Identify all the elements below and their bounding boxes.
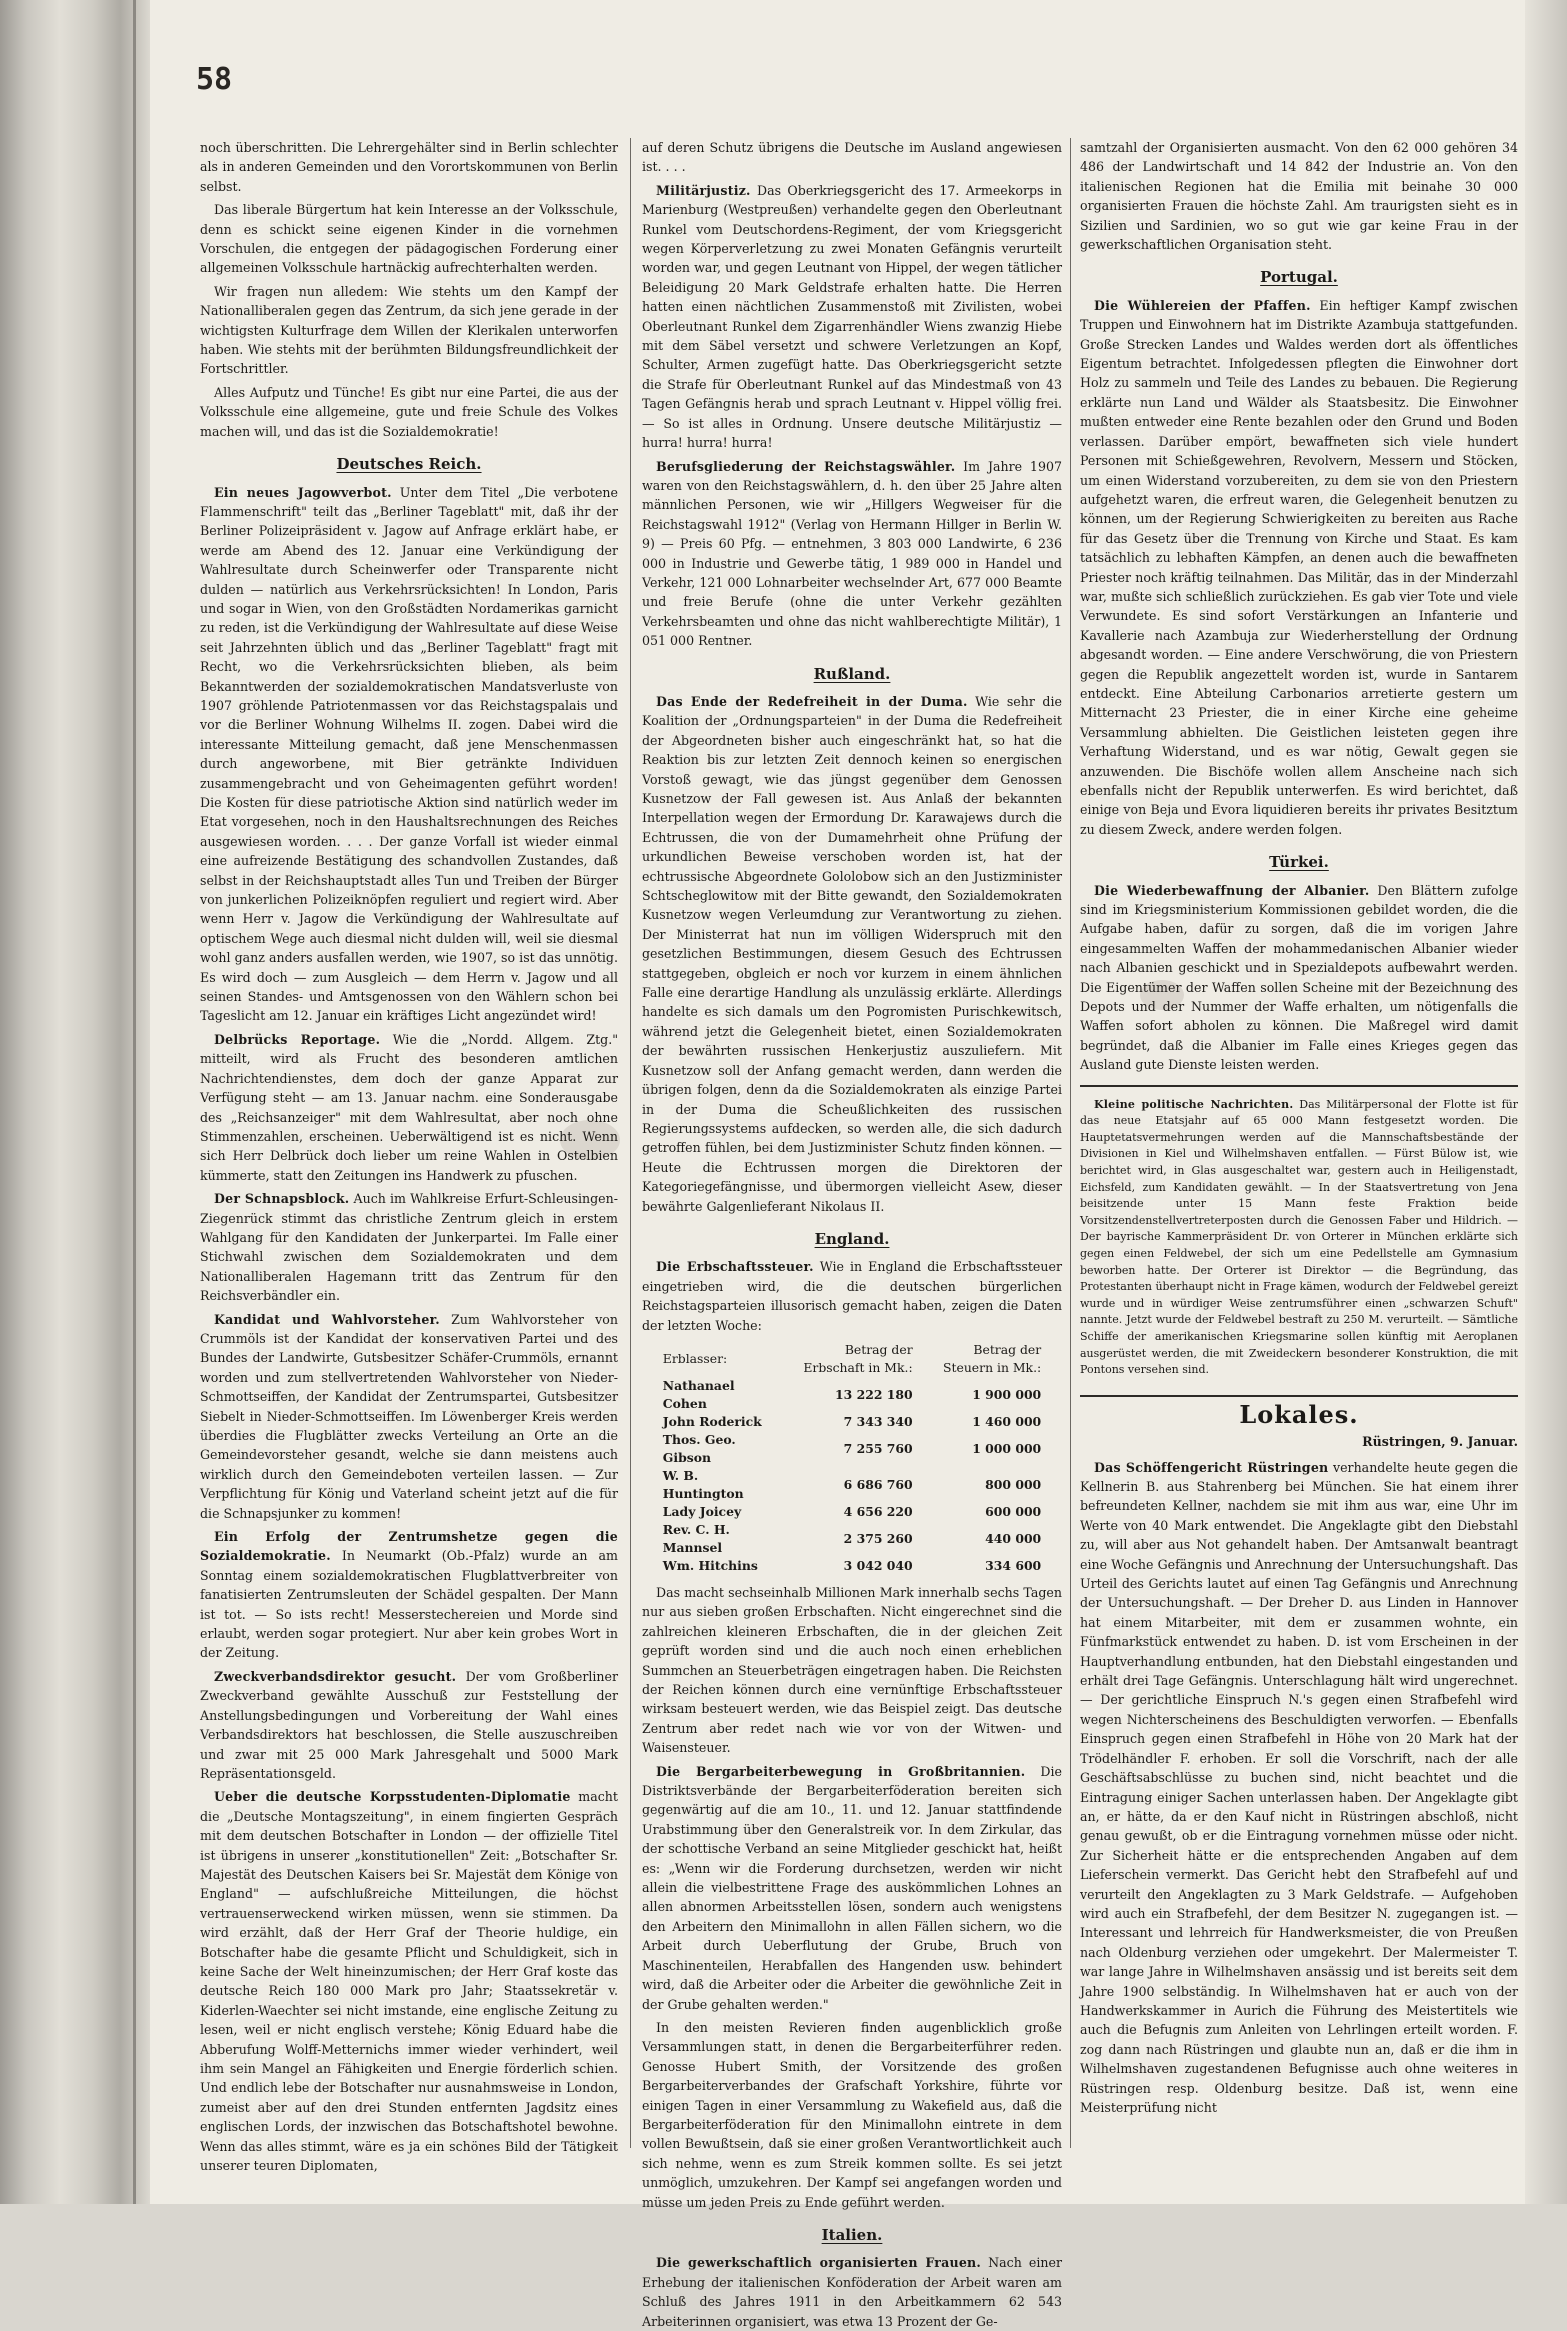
table-row xyxy=(659,1431,1045,1467)
article-text: macht die „Deutsche Montagszeitung", in einem fingierten Gespräch mit dem deutschen Botschafter in London — der offizielle Titel ist übrigens in unserer „konstitutionellen" Zeit: „Botschafter Sr. Majestät des Deutschen Kaisers bei Sr. Majestät dem Könige von England" — aufschlußreiche Mitteilungen, die höchst vertrauenserweckend wirken müssen, wenn sie stimmen. Da wird erzählt, daß der Herr Graf der Theorie huldige, ein Botschafter habe die gesamte Pflicht und Schuldigkeit, sich in keine Sache der Welt hineinzumischen; der Herr Graf koste das deutsche Reich 180 000 Mark pro Jahr; Staatssekretär v. Kiderlen-Waechter sei nicht imstande, eine englische Zeitung zu lesen, weil er nicht englisch verstehe; König Eduard habe die Abberufung Wolff-Metternichs immer wieder verhindert, weil ihm sein Mangel an Fähigkeiten und Energie förderlich schien. Und endlich lebe der Botschafter nur ausnahmsweise in London, zumeist aber auf den drei Stunden entfernten Jagdsitz eines englischen Lords, der inzwischen das Botschaftshotel bewohne. Wenn das alles stimmt, wäre es ja ein schönes Bild der Tätigkeit unserer teuren Diplomaten, xyxy=(200,1789,618,2174)
article xyxy=(642,181,1062,453)
article xyxy=(1080,1458,1518,2118)
column-3 xyxy=(1080,138,1518,2138)
article-lead: Ueber die deutsche Korpsstudenten-Diplomatie xyxy=(214,1789,571,1805)
article-text: Wie die „Nordd. Allgem. Ztg." mitteilt, wird als Frucht des besonderen amtlichen Nachrichtendienstes, dem doch der ganze Apparat zur Verfügung steht — am 13. Januar nachm. eine Sonderausgabe des „Reichsanzeiger" mit dem Wahlresultat, aber noch ohne Stimmenzahlen, erscheinen. Ueberwältigend ist es nicht. Wenn sich Herr Delbrück doch lieber um reine Wahlen in Ostelbien kümmerte, statt den Zeitungen ins Handwerk zu pfuschen. xyxy=(200,1031,619,1183)
table-cell: 334 600 xyxy=(985,1557,1042,1573)
table-cell: Thos. Geo. Gibson xyxy=(662,1431,736,1465)
article-lead: Berufsgliederung der Reichstagswähler. xyxy=(656,458,956,474)
paragraph: Das liberale Bürgertum hat kein Interesse an der Volksschule, denn es schickt seine eigenen Kinder in die vornehmen Vorschulen, die entgegen der pädagogischen Forderung einer allgemeinen Volksschule hartnäckig aufrechterhalten werden. xyxy=(200,202,618,276)
paragraph: Das macht sechseinhalb Millionen Mark innerhalb sechs Tagen nur aus sieben großen Erbschaften. Nicht eingerechnet sind die zahlreichen kleineren Erbschaften, die in der gleichen Zeit geprüft worden sind und die auch noch einen erheblichen Summchen an Steuerbeträgen eingetragen haben. Die Reichsten der Reichen können durch eine vernünftige Erbschaftssteuer wirksam besteuert werden, wie das Beispiel zeigt. Das deutsche Zentrum aber redet nach wie vor von der Witwen- und Waisensteuer. xyxy=(642,1584,1062,1756)
article-lead: Die Wiederbewaffnung der Albanier. xyxy=(1094,882,1370,898)
table-cell: 7 255 760 xyxy=(843,1440,913,1456)
paragraph: auf deren Schutz übrigens die Deutsche im Ausland angewiesen ist. . . . xyxy=(642,140,1062,175)
article-text: Das Militärpersonal der Flotte ist für das neue Etatsjahr auf 65 000 Mann festgesetzt worden. Die Hauptetatsvermehrungen werden auf die Mannschaftsbestände der Divisionen in Kiel und Wilhelmshaven entfallen. — Fürst Bülow ist, wie berichtet wird, in Glas ausgeschaltet war, gestern auch in Heiligenstadt, Eichsfeld, zum Kandidaten gewählt. — In der Staatsvertretung von Jena beisitzende unter 15 Mann feste Fraktion beide Vorsitzendenstellvertreterposten durch die Genossen Faber und Hildrich. — Der bayrische Kammerpräsident Dr. von Orterer in München erklärte sich gegen einen Feldwebel, der sich um eine Pedellstelle am Gymnasium beworben hatte. Der Orterer ist Direktor — die Begründung, das Protestanten überhaupt nicht in Frage kämen, wodurch der Feldwebel gereizt wurde und in würdiger Weise zentrumsführer einen „schwarzen Schuft" nannte. Jetzt wurde der Feldwebel bestraft zu 250 M. verurteilt. — Sämtliche Schiffe der amerikanischen Kriegsmarine sollen künftig mit Aeroplanen ausgerüstet werden, die mit Zweideckern besonderer Konstruktion, die mit Pontons versehen sind. xyxy=(1080,1097,1518,1377)
section-heading: Türkei. xyxy=(1269,853,1329,872)
article-lead: Die Bergarbeiterbewegung in Großbritannien. xyxy=(656,1763,1026,1779)
article-lead: Die Wühlereien der Pfaffen. xyxy=(1094,297,1311,313)
article-lead: Das Schöffengericht Rüstringen xyxy=(1094,1459,1329,1475)
dateline: Rüstringen, 9. Januar. xyxy=(1362,1434,1518,1450)
article xyxy=(200,1030,618,1185)
article xyxy=(200,1527,618,1663)
article xyxy=(1080,881,1518,1075)
column-header: Betrag der Erbschaft in Mk.: xyxy=(803,1341,913,1375)
article-columns xyxy=(200,138,1518,2329)
article-text: Wie sehr die Koalition der „Ordnungsparteien" in der Duma die Redefreiheit der Abgeordneten bisher auch eingeschränkt hat, so hat die Reaktion bis zur letzten Zeit dennoch keinen so energischen Vorstoß gewagt, wie das jüngst gegenüber dem Genossen Kusnetzow der Fall gewesen ist. Aus Anlaß der bekannten Interpellation wegen der Ermordung Dr. Karawajews durch die Echtrussen, die von der Dumamehrheit ohne Prüfung der urkundlichen Beweise verschoben worden ist, hat der echtrussische Abgeordnete Gololobow sich an den Justizminister Schtscheglowitow mit der Bitte gewandt, den Sozialdemokraten Kusnetzow wegen Verleumdung zur Verantwortung zu ziehen. Der Ministerrat hat nun im völligen Widerspruch mit den gesetzlichen Bestimmungen, diesem Gesuch des Echtrussen stattgegeben, obgleich er noch vor kurzem in einem ähnlichen Falle eine derartige Handlung als unzulässig erklärte. Allerdings handelte es sich damals um den Pogromisten Purischkewitsch, während jetzt die Gelegenheit bietet, einen Sozialdemokraten der bewährten russischen Henkerjustiz auszuliefern. Mit Kusnetzow soll der Anfang gemacht werden, dann werden die übrigen folgen, denn da die Sozialdemokraten als einzige Partei in der Duma die Scheußlichkeiten des russischen Regierungssystems aufdecken, so werden alle, die sich dadurch getroffen fühlen, bei dem Justizminister Schutz finden können. — Heute die Echtrussen morgen die Direktoren der Kategoriegefängnisse, und übermorgen vielleicht Asew, dieser bewährte Galgenlieferant Nikolaus II. xyxy=(642,693,1062,1214)
table-cell: 3 042 040 xyxy=(843,1557,913,1573)
page-edge xyxy=(1525,0,1567,2204)
book-binding xyxy=(0,0,150,2204)
article-text: Auch im Wahlkreise Erfurt-Schleusingen-Ziegenrück stimmt das christliche Zentrum gleich in erstem Wahlgang für den Kandidaten der Junkerpartei. Im Falle einer Stichwahl zwischen dem Sozialdemokraten und dem Nationalliberalen Hagemann tritt das Zentrum für den Reichsverbändler ein. xyxy=(200,1191,618,1304)
table-body xyxy=(659,1377,1045,1575)
column-header: Betrag der Steuern in Mk.: xyxy=(943,1341,1042,1375)
article-text: Der vom Großberliner Zweckverband gewählte Ausschuß zur Feststellung der Anstellungsbedingungen und Vorbereitung der Wahl eines Verbandsdirektors hat beschlossen, die Stelle auszuschreiben und zwar mit 25 000 Mark Jahresgehalt und 5000 Mark Repräsentationsgeld. xyxy=(200,1668,618,1781)
article-lead: Der Schnapsblock. xyxy=(214,1191,350,1207)
article-text: verhandelte heute gegen die Kellnerin B. aus Stahrenberg bei München. Sie hat einem ihrer befreundeten Kellner, nachdem sie mit ihm aus war, eine Uhr im Werte von 40 Mark entwendet. Die Angeklagte gibt den Diebstahl zu, will aber aus Not gehandelt haben. Der Amtsanwalt beantragt eine Woche Gefängnis und Anrechnung der Untersuchungshaft. Das Urteil des Gerichts lautet auf einen Tag Gefängnis und Anrechnung der Untersuchungshaft. — Der Dreher D. aus Linden in Hannover hat einem Mitarbeiter, mit dem er zusammen wohnte, ein Fünfmarkstück entwendet zu haben. D. ist vom Erscheinen in der Hauptverhandlung entbunden, hat den Diebstahl eingestanden und erhält drei Tage Gefängnis. Unterschlagung hält wird ungerechnet. — Der gerichtliche Einspruch N.'s gegen einen Strafbefehl wird wegen Nichterscheinens des Beschuldigten verworfen. — Ebenfalls Einspruch gegen einen Strafbefehl in Höhe von 20 Mark hat der Trödelhändler F. erhoben. Er soll die Vorschrift, nach der alle Geschäftsabschlüsse zu buchen sind, nicht beachtet und die Eintragung einiger Sachen unterlassen haben. Der Angeklagte gibt an, er hätte, da er den Kauf nicht in Rüstringen abschloß, nicht genau gewußt, ob er die Eintragung vornehmen müsse oder nicht. Zur Sicherheit hätte er die entsprechenden Angaben auf dem Lieferschein vermerkt. Das Gericht hebt den Strafbefehl auf und verurteilt den Angeklagten zu 3 Mark Geldstrafe. — Aufgehoben wird auch ein Strafbefehl, der dem Besitzer N. zugegangen ist. — Interessant und lehrreich für Handwerksmeister, die von Preußen nach Oldenburg verziehen oder umgekehrt. Der Malermeister T. war lange Jahre in Wilhelmshaven ansässig und ist bereits seit dem Jahre 1900 selbständig. In Wilhelmshaven hat er auch von der Handwerkskammer in Aurich die Führung des Meistertitels wie auch die Befugnis zum Anleiten von Lehrlingen erteilt worden. F. zog dann nach Rüstringen und glaubte nun an, daß er die ihm in Wilhelmshaven zugestandenen Befugnisse auch ohne weiteres in Rüstringen resp. Oldenburg besitze. Daß ist, wenn eine Meisterprüfung nicht xyxy=(1080,1459,1518,2115)
inheritance-tax-table xyxy=(659,1341,1045,1575)
table-cell: Nathanael Cohen xyxy=(662,1377,735,1411)
table-cell: W. B. Huntington xyxy=(662,1467,744,1501)
article-lead: Kandidat und Wahlvorsteher. xyxy=(214,1311,440,1327)
article xyxy=(200,1787,618,2175)
paragraph: noch überschritten. Die Lehrergehälter sind in Berlin schlechter als in anderen Gemeinden und den Vorortskommunen von Berlin selbst. xyxy=(200,140,618,194)
table-cell: Lady Joicey xyxy=(662,1503,742,1519)
article xyxy=(200,1667,618,1783)
article-text: Ein heftiger Kampf zwischen Truppen und Einwohnern hat im Distrikte Azambuja stattgefunden. Große Strecken Landes und Waldes werden dort als öffentliches Eigentum betrachtet. Infolgedessen pflegten die Einwohner dort Holz zu sammeln und Teile des Landes zu bebauen. Die Regierung erklärte nun Land und Wälder als Staatsbesitz. Die Einwohner mußten entweder eine Rente bezahlen oder den Grund und Boden verlassen. Darüber empört, bewaffneten sich viele hundert Personen mit Schießgewehren, Revolvern, Messern und Stöcken, um einen Widerstand vorzubereiten, zu dem sie von den Priestern aufgehetzt waren, die erfreut waren, die Gelegenheit benutzen zu können, um der Regierung Schwierigkeiten zu bereiten aus Rache für das Gesetz über die Trennung von Kirche und Staat. Es kam tatsächlich zu lebhaften Kämpfen, an denen auch die bewaffneten Priester noch kräftig teilnahmen. Das Militär, das in der Minderzahl war, mußte sich schließlich zurückziehen. Es gab vier Tote und viele Verwundete. Es sind sofort Verstärkungen an Infanterie und Kavallerie nach Azambuja zur Wiederherstellung der Ordnung abgesandt worden. — Eine andere Verschwörung, die von Priestern gegen die Republik angezettelt worden ist, wurde in Santarem entdeckt. Eine Abteilung Carbonarios arretierte gestern um Mitternacht 23 Priester, die in einer Kirche eine geheime Versammlung abhielten. Die Geistlichen leisteten gegen ihre Verhaftung Widerstand, und es war nötig, Gewalt gegen sie anzuwenden. Die Bischöfe wollen allem Anscheine nach sich ebenfalls nicht der Republik unterwerfen. Es wird berichtet, daß einige von Beja und Evora liquidieren bereits ihr privates Besitztum zu diesem Zweck, andere werden folgen. xyxy=(1080,297,1518,837)
article xyxy=(1080,1097,1518,1379)
table-row xyxy=(659,1377,1045,1413)
table-cell: 6 686 760 xyxy=(843,1476,913,1492)
page-number: 58 xyxy=(196,62,233,97)
column-1 xyxy=(200,138,619,2174)
table-cell: 440 000 xyxy=(985,1530,1042,1546)
article-text: Nach einer Erhebung der italienischen Konföderation der Arbeit waren am Schluß des Jahres 1911 in den Arbeitkammern 62 543 Arbeiterinnen organisiert, was etwa 13 Prozent der Ge- xyxy=(642,2255,1062,2329)
table-row xyxy=(659,1521,1045,1557)
section-heading: Italien. xyxy=(821,2225,883,2244)
article xyxy=(200,1189,618,1305)
article xyxy=(642,457,1062,651)
column-header: Erblasser: xyxy=(662,1350,728,1366)
article-text: Im Jahre 1907 waren von den Reichstagswählern, d. h. den über 25 Jahre alten männlichen Personen, wie wir „Hillgers Wegweiser für die Reichstagswahl 1912" (Verlag von Hermann Hillger in Berlin W. 9) — Preis 60 Pfg. — entnehmen, 3 803 000 Landwirte, 6 236 000 in Industrie und Gewerbe tätig, 1 989 000 in Handel und Verkehr, 121 000 Lohnarbeiter wechselnder Art, 677 000 Beamte und freie Berufe (ohne die unter Verkehr gezählten Verkehrsbeamten und ohne das nicht wahlberechtigte Militär), 1 051 000 Rentner. xyxy=(642,458,1062,649)
article-lead: Zweckverbandsdirektor gesucht. xyxy=(214,1668,457,1684)
paragraph: In den meisten Revieren finden augenblicklich große Versammlungen statt, in denen die Bergarbeiterführer reden. Genosse Hubert Smith, der Vorsitzende des großen Bergarbeiterverbandes der Grafschaft Yorkshire, führte vor einigen Tagen in einer Versammlung zu Wakefield aus, daß die Bergarbeiterföderation für den Minimallohn eintrete in dem vollen Bewußtsein, daß sie einer großen Verantwortlichkeit auch sich nehme, wenn es zum Streik kommen sollte. Es sei jetzt unmöglich, umzukehren. Der Kampf sei angefangen worden und müsse um jeden Preis zu Ende geführt werden. xyxy=(642,2019,1062,2210)
table-cell: Wm. Hitchins xyxy=(662,1557,758,1573)
article-text: In Neumarkt (Ob.-Pfalz) wurde an am Sonntag einem sozialdemokratischen Flugblattverbreiter von fanatisierten Zentrumsleuten der Schädel gespalten. Der Mann ist tot. — So ists recht! Messerstechereien und Morde sind erlaubt, werden sogar protegiert. Nur aber kein grobes Wort in der Zeitung. xyxy=(200,1548,618,1661)
table-cell: 1 460 000 xyxy=(972,1413,1042,1429)
table-row xyxy=(659,1503,1045,1521)
table-cell: 600 000 xyxy=(985,1503,1042,1519)
article xyxy=(642,2253,1062,2331)
paragraph: Alles Aufputz und Tünche! Es gibt nur eine Partei, die aus der Volksschule eine allgemeine, gute und freie Schule des Volkes machen will, und das ist die Sozialdemokratie! xyxy=(200,384,618,439)
table-cell: Rev. C. H. Mannsel xyxy=(662,1521,730,1555)
column-2 xyxy=(642,138,1062,2329)
table-cell: 7 343 340 xyxy=(843,1413,913,1429)
article-text: Unter dem Titel „Die verbotene Flammenschrift" teilt das „Berliner Tageblatt" mit, daß ihr der Berliner Polizeipräsident v. Jagow auf Anfrage erklärt habe, er werde am Abend des 12. Januar eine Verkündigung der Wahlresultate durch Scheinwerfer oder Transparente nicht dulden — natürlich aus Verkehrsrücksichten! In London, Paris und sogar in Wien, von den Großstädten Nordamerikas garnicht zu reden, ist die Verkündigung der Wahlresultate auf diese Weise seit Jahrzehnten üblich und das „Berliner Tageblatt" fragt mit Recht, wo die Verkehrsrücksichten blieben, als beim Bekanntwerden der sozialdemokratischen Mandatsverluste von 1907 gröhlende Patriotenmassen vor das Reichstagspalais und vor die Berliner Wohnung Wilhelms II. zogen. Dabei wird die interessante Mitteilung gemacht, daß jene Menschenmassen durch angeworbene, mit Bier getränkte Individuen zusammengebracht und von Geheimagenten geführt worden! Die Kosten für diese patriotische Aktion sind natürlich weder im Etat vorgesehen, noch in den Haushaltsrechnungen des Reiches ausgewiesen worden. . . . Der ganze Vorfall ist wieder einmal eine aufreizende Bestätigung des schandvollen Zustandes, daß selbst in der Reichshauptstadt alles Tun und Treiben der Bürger von junkerlichen Polizeiknöpfen reguliert und regiert wird. Aber wenn Herr v. Jagow die Verkündigung der Wahlresultate auf optischem Wege auch diesmal nicht dulden will, weil sie diesmal wohl ganz anders ausfallen werden, wie 1907, so ist das unnötig. Es wird doch — zum Ausgleich — dem Herrn v. Jagow und all seinen Standes- und Amtsgenossen von den Wählern schon bei Tageslicht am 12. Januar ein kräftiges Licht angezündet wird! xyxy=(200,484,618,1024)
article xyxy=(642,692,1062,1216)
article-text: Wie in England die Erbschaftssteuer eingetrieben wird, die die deutschen bürgerlichen Reichstagsparteien illusorisch gemacht haben, zeigen die Daten der letzten Woche: xyxy=(642,1259,1062,1333)
table-cell: 2 375 260 xyxy=(843,1530,913,1546)
article-text: Die Distriktsverbände der Bergarbeiterföderation bereiten sich gegenwärtig auf die am 10., 11. und 12. Januar stattfindende Urabstimmung über den Generalstreik vor. In dem Zirkular, das der schottische Verband an seine Mitglieder geschickt hat, heißt es: „Wenn wir die Forderung durchsetzen, werden wir nicht allein die vielbestrittene Frage des auskömmlichen Lohnes an allen abnormen Arbeitsstellen lösen, sondern auch wenigstens den Arbeitern den Minimallohn in allen Fällen sichern, wo die Arbeit durch Ueberflutung der Grube, Bruch von Maschinenteilen, Herabfallen des Hangenden usw. behindert wird, daß die Arbeiter oder die Arbeiter die gewöhnliche Zeit in der Grube gehalten werden." xyxy=(642,1763,1062,2012)
article-lead: Kleine politische Nachrichten. xyxy=(1094,1097,1294,1111)
article-lead: Ein Erfolg der Zentrumshetze gegen die Sozialdemokratie. xyxy=(200,1529,618,1564)
table-cell: 13 222 180 xyxy=(835,1386,913,1402)
table-cell: 1 000 000 xyxy=(972,1440,1042,1456)
table-row xyxy=(659,1467,1045,1503)
section-heading: England. xyxy=(814,1229,890,1248)
article xyxy=(1080,296,1518,839)
section-heading: Deutsches Reich. xyxy=(336,455,482,474)
table-cell: John Roderick xyxy=(662,1413,762,1429)
article-text: Den Blättern zufolge sind im Kriegsministerium Kommissionen gebildet worden, die die Aufgabe haben, dafür zu sorgen, daß die im vorigen Jahre eingesammelten Waffen der mohammedanischen Albanier wieder nach Albanien geschickt und in Spezialdepots aufbewahrt werden. Die Eigentümer der Waffen sollen Scheine mit der Bezeichnung des Depots und der Nummer der Waffe erhalten, um nötigenfalls die Waffen sofort abholen zu können. Die Maßregel wird damit begründet, daß die Albanier im Falle eines Krieges gegen das Ausland gute Dienste leisten werden. xyxy=(1080,882,1518,1073)
table-cell: 4 656 220 xyxy=(843,1503,913,1519)
article xyxy=(200,483,618,1026)
article-lead: Die Erbschaftssteuer. xyxy=(656,1259,814,1275)
section-heading: Portugal. xyxy=(1260,268,1338,287)
table-header-row xyxy=(659,1341,1045,1377)
article xyxy=(642,1257,1062,1335)
section-heading-local: Lokales. xyxy=(1080,1395,1518,1424)
article xyxy=(642,1762,1062,2014)
table-row xyxy=(659,1413,1045,1431)
column-rule xyxy=(1070,138,1071,2148)
divider xyxy=(1080,1085,1518,1087)
article-text: Zum Wahlvorsteher von Crummöls ist der Kandidat der konservativen Partei und des Bundes der Landwirte, Gutsbesitzer Schäfer-Crummöls, ernannt worden und zum stellvertretenden Wahlvorsteher von Nieder-Schmottseiffen, der Kandidat der Zentrumspartei, Gutsbesitzer Siebelt in Nieder-Schmottseiffen. Im Löwenberger Kreis werden überdies die Flugblätter zwecks Verteilung an Orte an die Gemeindevorsteher gesandt, welche sie dann meistens auch wirklich durch den Gemeindeboten verteilen lassen. — Zur Verpflichtung für König und Vaterland scheint jetzt auf die für die Schnapsjunker zu kommen! xyxy=(200,1311,618,1521)
table-cell: 800 000 xyxy=(985,1476,1042,1492)
article xyxy=(200,1310,618,1523)
article-lead: Militärjustiz. xyxy=(656,182,751,198)
article-lead: Das Ende der Redefreiheit in der Duma. xyxy=(656,693,968,709)
table-cell: 1 900 000 xyxy=(972,1386,1042,1402)
article-lead: Delbrücks Reportage. xyxy=(214,1031,381,1047)
paragraph: Wir fragen nun alledem: Wie stehts um den Kampf der Nationalliberalen gegen das Zentrum, da sich jene gerade in der wichtigsten Kulturfrage dem Willen der Klerikalen unterworfen haben. Wie stehts mit der berühmten Bildungsfreundlichkeit der Fortschrittler. xyxy=(200,283,618,377)
article-text: Das Oberkriegsgericht des 17. Armeekorps in Marienburg (Westpreußen) verhandelte gegen den Oberleutnant Runkel vom Deutschordens-Regiment, der vom Kriegsgericht wegen Körperverletzung zu zwei Monaten Gefängnis verurteilt worden war, und gegen Leutnant von Hippel, der wegen tätlicher Beleidigung 20 Mark Geldstrafe erhalten hatte. Die Herren hatten einen nächtlichen Zusammenstoß mit Zivilisten, wobei Oberleutnant Runkel dem Zigarrenhändler Wiens zwanzig Hiebe mit dem Säbel versetzt und schwere Verletzungen an Kopf, Schulter, Armen zugefügt hatte. Das Oberkriegsgericht setzte die Strafe für Oberleutnant Runkel auf das Mindestmaß von 43 Tagen Gefängnis herab und sprach Leutnant v. Hippel völlig frei. — So ist alles in Ordnung. Unsere deutsche Militärjustiz — hurra! hurra! hurra! xyxy=(642,182,1062,451)
section-heading: Rußland. xyxy=(813,664,891,683)
article-lead: Die gewerkschaftlich organisierten Frauen. xyxy=(656,2255,981,2271)
article-lead: Ein neues Jagowverbot. xyxy=(214,484,392,500)
paragraph: samtzahl der Organisierten ausmacht. Von den 62 000 gehören 34 486 der Landwirtschaft und 14 842 der Industrie an. Von den italienischen Regionen hat die Emilia mit beinahe 30 000 organisierten Frauen die höchste Zahl. Am traurigsten sieht es in Sizilien und Sardinien, wo so gut wie gar keine Frau in der gewerkschaftlichen Organisation steht. xyxy=(1080,140,1518,253)
column-rule xyxy=(630,138,631,2148)
table-row xyxy=(659,1557,1045,1575)
